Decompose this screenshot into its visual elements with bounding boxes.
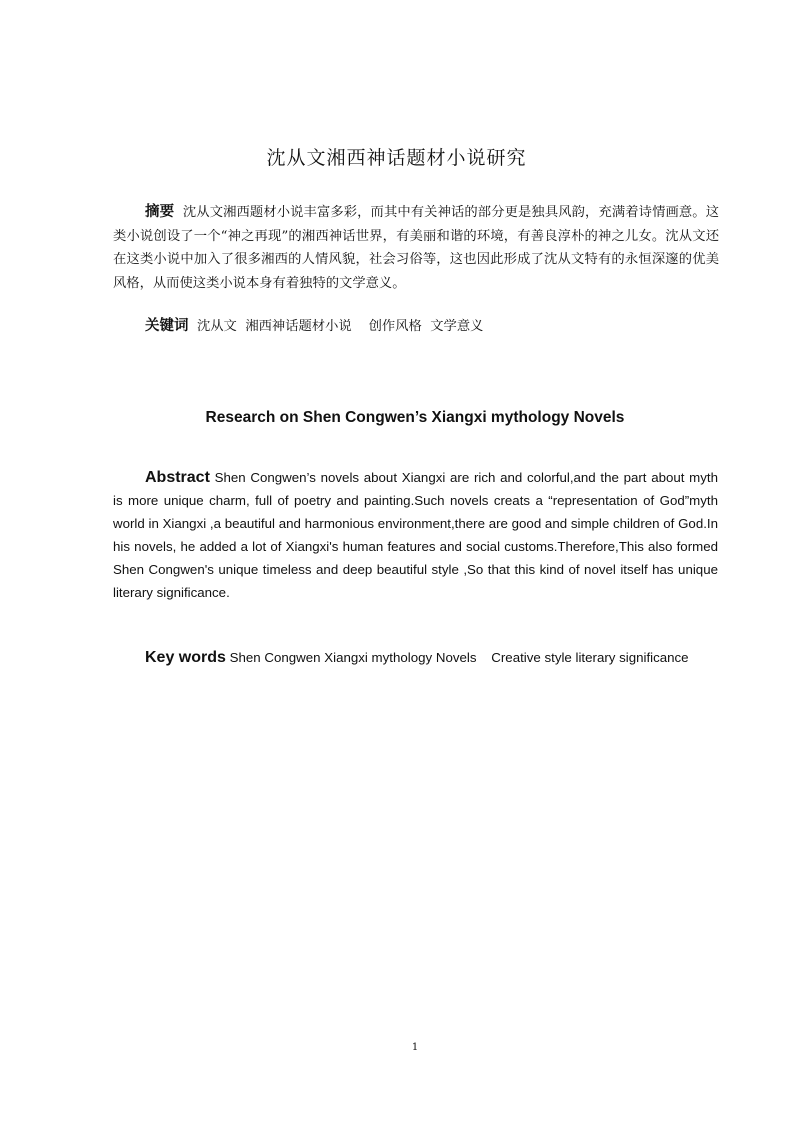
chinese-keywords — [145, 314, 483, 335]
english-keywords-label: Key words — [145, 649, 226, 666]
english-keywords — [145, 649, 689, 667]
english-title: Research on Shen Congwen’s Xiangxi mythology Novels — [205, 409, 625, 426]
chinese-title: 沈从文湘西神话题材小说研究 — [266, 147, 527, 169]
english-abstract — [113, 467, 718, 604]
page-number: 1 — [411, 1042, 419, 1053]
chinese-abstract — [113, 201, 719, 295]
english-abstract-label: Abstract — [145, 469, 210, 486]
chinese-abstract-text: 沈从文湘西题材小说丰富多彩，而其中有关神话的部分更是独具风韵，充满着诗情画意。这类小说创设了一个“神之再现”的湘西神话世界，有美丽和谐的环境，有善良淳朴的神之儿女。沈从文还在这类小说中加入了很多湘西的人情风貌，社会习俗等，这也因此形成了沈从文特有的永恒深邃的优美风格，从而使这类小说本身有着独特的文学意义。 — [113, 205, 719, 291]
chinese-keywords-text: 沈从文 湘西神话题材小说 创作风格 文学意义 — [196, 319, 484, 334]
english-abstract-text: Shen Congwen’s novels about Xiangxi are rich and colorful,and the part about myth is more unique charm, full of poetry and painting.Such novels creats a “representation of God”myth world in Xiangxi ,a beautiful and harmonious environment,there are good and simple children of God.In his novels, he added a lot of Xiangxi's human features and social customs.Therefore,This also formed Shen Congwen's unique timeless and deep beautiful style ,So that this kind of novel itself has unique literary significance. — [113, 470, 718, 600]
english-keywords-text: Shen Congwen Xiangxi mythology Novels Creative style literary significance — [229, 650, 689, 665]
chinese-keywords-label: 关键词 — [145, 318, 189, 334]
chinese-abstract-label: 摘要 — [145, 204, 175, 220]
